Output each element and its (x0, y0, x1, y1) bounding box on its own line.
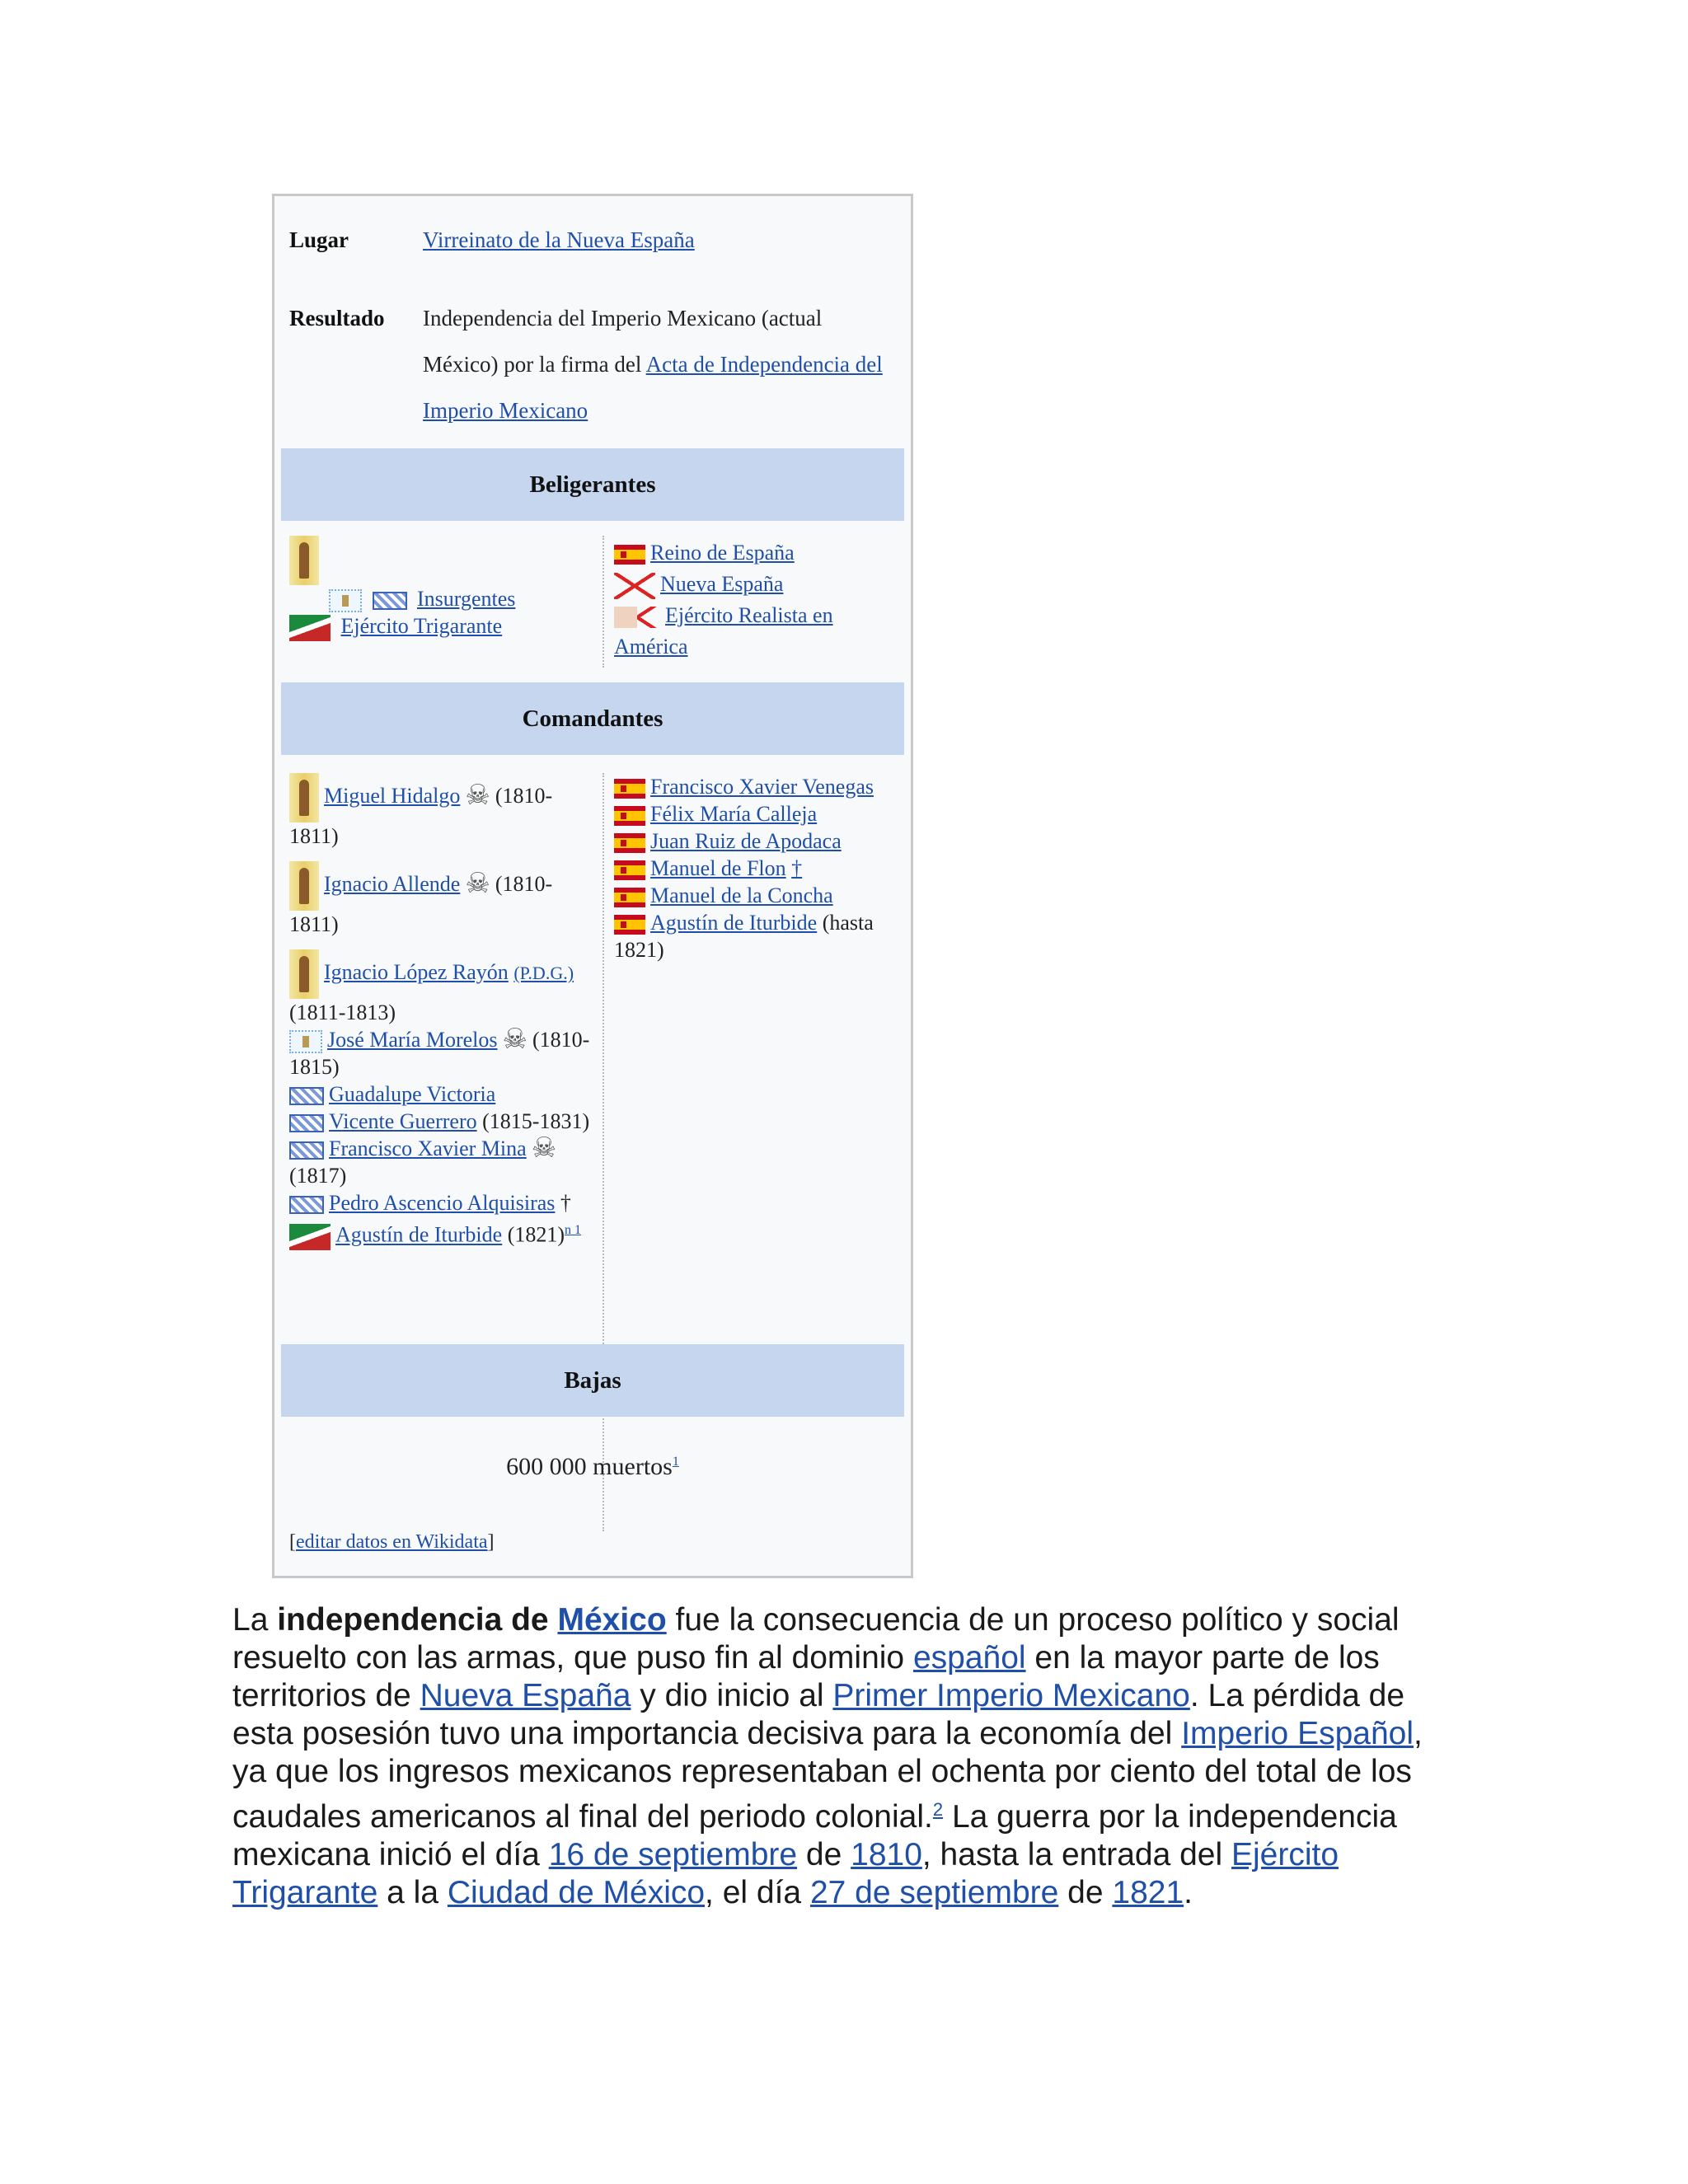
link-16-septiembre[interactable]: 16 de septiembre (548, 1837, 798, 1872)
prose-text: de (1058, 1875, 1113, 1910)
link-1821[interactable]: 1821 (1112, 1875, 1184, 1910)
commander-item (289, 1132, 596, 1189)
label-resultado: Resultado (289, 306, 385, 330)
death-dagger: † (560, 1191, 571, 1216)
commander-item (289, 949, 596, 1026)
link-espanol[interactable]: español (912, 1640, 1026, 1675)
prose-text: . La pérdida de esta posesión tuvo una importancia decisiva para la economía del (232, 1678, 1405, 1751)
link-1810[interactable]: 1810 (851, 1837, 922, 1872)
commander-item (289, 1216, 596, 1250)
ref-1[interactable]: 1 (672, 1455, 679, 1469)
link-ciudad-mexico[interactable]: Ciudad de México (447, 1875, 706, 1910)
commanders-insurgent-column (289, 773, 604, 1531)
realist-army-flag-icon (614, 607, 660, 628)
link-juan-ruiz-apodaca[interactable]: Juan Ruiz de Apodaca (650, 829, 842, 853)
skull-icon: ☠ (465, 778, 490, 812)
prose-text: , hasta la entrada del (921, 1837, 1231, 1872)
spain-flag-icon (614, 833, 645, 853)
commanders-royalist-column (614, 773, 903, 963)
casualties-text: 600 000 muertos (506, 1453, 673, 1480)
section-bajas: Bajas (281, 1344, 904, 1417)
infobox (272, 194, 913, 1578)
link-imperio-espanol[interactable]: Imperio Español (1181, 1716, 1414, 1751)
link-ignacio-lopez-rayon[interactable]: Ignacio López Rayón (324, 959, 509, 984)
prose-text: . (1184, 1875, 1193, 1910)
prose-text: , ya que los ingresos mexicanos representaban el ochenta por ciento del total de los caudales americanos al final del periodo colonial. (232, 1716, 1423, 1835)
commander-years: (1821) (507, 1222, 565, 1247)
death-dagger: † (791, 856, 803, 880)
spain-flag-icon (614, 888, 645, 907)
commander-item (289, 1023, 596, 1080)
commander-years: (1811-1813) (289, 1001, 396, 1024)
link-mexico[interactable]: México (557, 1602, 667, 1638)
link-ejercito-trigarante[interactable]: Ejército Trigarante (340, 614, 503, 639)
label-lugar: Lugar (289, 227, 349, 252)
commander-years: (1810-1811) (289, 783, 553, 848)
insurgent-flag-icon (289, 1141, 324, 1160)
prose-text: La (232, 1602, 278, 1638)
ref-2[interactable]: 2 (932, 1799, 944, 1820)
link-editar-wikidata[interactable]: editar datos en Wikidata (296, 1531, 488, 1553)
belig-left-column (289, 536, 604, 668)
commander-item (289, 1080, 596, 1108)
link-vicente-guerrero[interactable]: Vicente Guerrero (329, 1109, 477, 1134)
spain-flag-icon (614, 545, 645, 565)
bracket-open: [ (289, 1531, 296, 1553)
commander-years: (hasta 1821) (614, 911, 874, 962)
commander-item (614, 827, 903, 855)
link-insurgentes[interactable]: Insurgentes (417, 587, 516, 611)
commander-item (614, 909, 903, 963)
link-reino-espana[interactable]: Reino de España (650, 541, 795, 565)
link-nueva-espana-prose[interactable]: Nueva España (420, 1678, 631, 1713)
virgin-flag-icon (289, 1030, 322, 1053)
link-manuel-flon[interactable]: Manuel de Flon (650, 856, 786, 880)
insurgent-flag-icon (373, 592, 407, 610)
link-miguel-hidalgo[interactable]: Miguel Hidalgo (324, 783, 461, 808)
article-paragraph (232, 1601, 1452, 1912)
prose-text: fue la consecuencia de un proceso político y social resuelto con las armas, que puso fin al dominio (232, 1602, 1400, 1675)
prose-text: en la mayor parte de los territorios de (232, 1640, 1380, 1713)
section-comandantes: Comandantes (281, 682, 904, 755)
prose-text: de (797, 1837, 851, 1872)
link-ignacio-allende[interactable]: Ignacio Allende (324, 871, 461, 896)
commander-years: (1815-1831) (482, 1109, 590, 1134)
trigarante-flag-icon (289, 1224, 331, 1250)
link-francisco-venegas[interactable]: Francisco Xavier Venegas (650, 775, 874, 799)
edit-wikidata (289, 1531, 495, 1554)
spain-flag-icon (614, 915, 645, 935)
guadalupe-flag-icon (289, 861, 319, 911)
link-felix-calleja[interactable]: Félix María Calleja (650, 802, 818, 826)
commander-years: (1817) (289, 1164, 347, 1188)
resultado-text: Independencia del Imperio Mexicano (actual México) por la firma del (423, 306, 823, 377)
commander-item (289, 1189, 596, 1216)
link-guadalupe-victoria[interactable]: Guadalupe Victoria (329, 1082, 496, 1107)
link-primer-imperio[interactable]: Primer Imperio Mexicano (832, 1678, 1190, 1713)
prose-text: La guerra por la independencia mexicana inició el día (232, 1799, 1397, 1872)
guadalupe-flag-icon (289, 949, 319, 999)
commander-item (289, 773, 596, 850)
bracket-close: ] (487, 1531, 495, 1553)
link-27-septiembre[interactable]: 27 de septiembre (809, 1875, 1059, 1910)
skull-icon: ☠ (465, 866, 490, 900)
commander-years: (1810-1815) (289, 1028, 590, 1080)
insurgent-flag-icon (289, 1196, 324, 1214)
link-agustin-iturbide[interactable]: Agustín de Iturbide (335, 1222, 503, 1247)
casualties-value (274, 1453, 911, 1481)
prose-text: a la (377, 1875, 448, 1910)
trigarante-flag-icon (289, 615, 331, 641)
commander-item (614, 773, 903, 800)
skull-icon: ☠ (502, 1023, 528, 1056)
belig-right-column (614, 537, 903, 663)
link-francisco-xavier-mina[interactable]: Francisco Xavier Mina (329, 1137, 527, 1161)
commander-years: (1810-1811) (289, 871, 553, 936)
commander-item (614, 855, 903, 882)
link-nueva-espana[interactable]: Nueva España (660, 572, 784, 596)
link-jose-maria-morelos[interactable]: José María Morelos (327, 1028, 498, 1052)
link-pdg[interactable]: (P.D.G.) (513, 962, 574, 983)
virgin-flag-icon (329, 589, 362, 612)
link-acta-independencia[interactable]: Acta de Independencia del Imperio Mexicano (423, 352, 883, 423)
guadalupe-flag-icon (289, 536, 319, 585)
note-ref[interactable]: n 1 (565, 1223, 582, 1238)
burgundy-cross-icon (614, 573, 655, 599)
prose-text: , el día (705, 1875, 810, 1910)
commander-item (614, 882, 903, 909)
link-virreinato[interactable]: Virreinato de la Nueva España (423, 227, 695, 252)
spain-flag-icon (614, 779, 645, 799)
commander-item (289, 861, 596, 938)
insurgent-flag-icon (289, 1114, 324, 1132)
commander-item (614, 800, 903, 827)
link-agustin-iturbide-royal[interactable]: Agustín de Iturbide (650, 911, 818, 935)
prose-bold: independencia de (277, 1602, 558, 1638)
spain-flag-icon (614, 806, 645, 826)
insurgent-flag-icon (289, 1087, 324, 1105)
guadalupe-flag-icon (289, 773, 319, 823)
spain-flag-icon (614, 860, 645, 880)
link-ejercito-trigarante-prose[interactable]: Ejército Trigarante (232, 1837, 1339, 1910)
link-manuel-concha[interactable]: Manuel de la Concha (650, 883, 833, 907)
link-ejercito-realista[interactable]: Ejército Realista en América (614, 603, 833, 658)
prose-text: y dio inicio al (631, 1678, 833, 1713)
section-beligerantes: Beligerantes (281, 448, 904, 521)
link-pedro-ascencio[interactable]: Pedro Ascencio Alquisiras (329, 1191, 556, 1216)
skull-icon: ☠ (531, 1132, 557, 1165)
